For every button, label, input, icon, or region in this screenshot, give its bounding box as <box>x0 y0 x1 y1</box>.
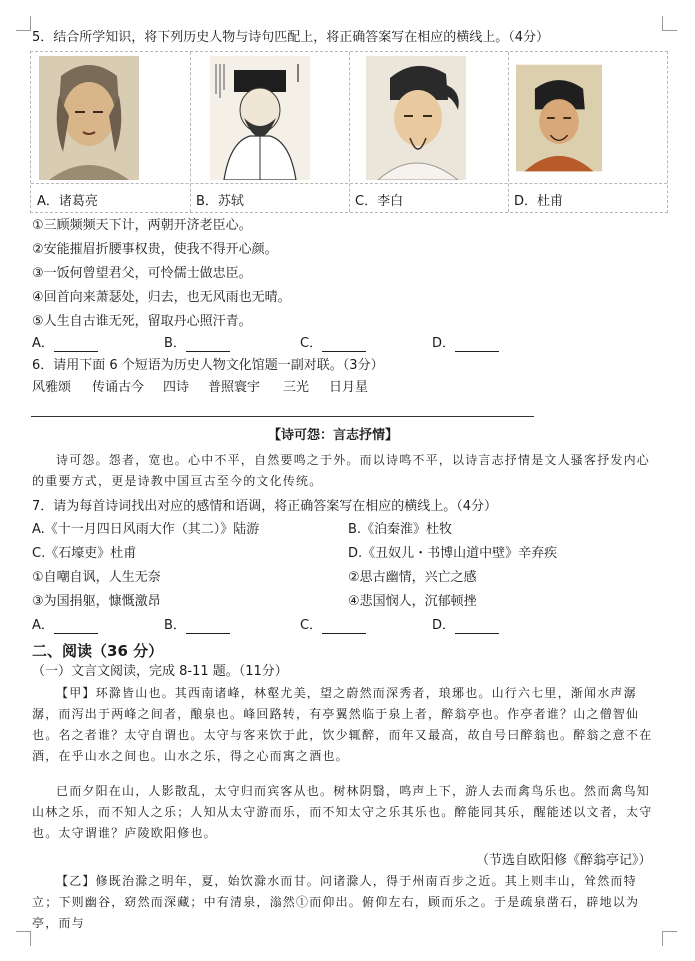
q5-line-4: ④回首向来萧瑟处，归去，也无风雨也无晴。 <box>32 290 291 305</box>
q7-poem-b: B.《泊秦淮》杜牧 <box>348 522 453 537</box>
passage-yi-paragraph-1: 【乙】修既治滁之明年，夏，始饮滁水而甘。问诸滁人，得于州南百步之近。其上则丰山，耸然而特立；下则幽谷，窈然而深藏；中有清泉，滃然①而仰出。俯仰左右，顾而乐之。于是疏泉凿石，辟地以为亭，而与 <box>32 874 640 930</box>
q5-answer-c[interactable]: C． <box>300 336 366 352</box>
crop-mark-bottom-right <box>662 931 677 946</box>
q6-phrase-3: 四诗 <box>163 380 190 395</box>
crop-mark-top-left <box>16 16 31 31</box>
passage-source: （节选自欧阳修《醉翁亭记》） <box>476 853 652 868</box>
q7-emotion-4: ④悲国悯人，沉郁顿挫 <box>348 594 477 609</box>
figure-cell-a <box>31 52 190 212</box>
q5-line-5: ⑤人生自古谁无死，留取丹心照汗青。 <box>32 314 252 329</box>
q5-title: 5．结合所学知识，将下列历史人物与诗句匹配上，将正确答案写在相应的横线上。（4分） <box>32 30 550 45</box>
portrait-li-bai-icon <box>357 56 475 180</box>
section-heading: 【诗可怨：言志抒情】 <box>268 428 399 443</box>
crop-mark-top-right <box>662 16 677 31</box>
q6-phrase-6: 日月星 <box>329 380 369 395</box>
intro-paragraph: 诗可怨。怨者，宽也。心中不平，自然要鸣之于外。而以诗鸣不平，以诗言志抒情是文人骚客抒发内心的重要方式，更是诗教中国亘古至今的文化传统。 <box>32 453 651 488</box>
figure-cell-c <box>349 52 508 212</box>
part2-subheading: （一）文言文阅读，完成 8-11 题。（11分） <box>32 664 288 679</box>
q7-emotion-2: ②思古幽情，兴亡之感 <box>348 570 477 585</box>
portrait-zhuge-liang-icon <box>39 56 139 180</box>
q6-phrase-4: 普照寰宇 <box>208 380 261 395</box>
q5-answer-d[interactable]: D． <box>432 336 499 352</box>
q5-line-2: ②安能摧眉折腰事权贵，使我不得开心颜。 <box>32 242 278 257</box>
part2-heading: 二、阅读（36 分） <box>32 642 164 660</box>
q7-poem-a: A.《十一月四日风雨大作（其二）》陆游 <box>32 522 260 537</box>
q5-line-1: ①三顾频频天下计，两朝开济老臣心。 <box>32 218 252 233</box>
figure-cell-b <box>190 52 349 212</box>
q6-phrase-5: 三光 <box>283 380 310 395</box>
q6-answer-line[interactable] <box>31 416 534 417</box>
q7-answer-b[interactable]: B． <box>164 618 230 634</box>
q7-emotion-1: ①自嘲自讽，人生无奈 <box>32 570 161 585</box>
q6-phrase-1: 风雅颂 <box>32 380 72 395</box>
figure-label-a: A．诸葛亮 <box>37 194 98 209</box>
q5-answer-a[interactable]: A． <box>32 336 98 352</box>
passage-jia-paragraph-2: 已而夕阳在山，人影散乱，太守归而宾客从也。树林阴翳，鸣声上下，游人去而禽鸟乐也。然而禽鸟知山林之乐，而不知人之乐；人知从太守游而乐，而不知太守之乐其乐也。醉能同其乐，醒能述以文者，太守也。太守谓谁？庐陵欧阳修也。 <box>32 784 653 840</box>
q7-answer-d[interactable]: D． <box>432 618 499 634</box>
q7-answer-c[interactable]: C． <box>300 618 366 634</box>
q5-line-3: ③一饭何曾望君父，可怜儒士做忠臣。 <box>32 266 252 281</box>
q7-title: 7．请为每首诗词找出对应的感情和语调，将正确答案写在相应的横线上。（4分） <box>32 499 498 514</box>
passage-jia-paragraph-1: 【甲】环滁皆山也。其西南诸峰，林壑尤美，望之蔚然而深秀者，琅琊也。山行六七里，渐闻水声潺潺，而泻出于两峰之间者，酿泉也。峰回路转，有亭翼然临于泉上者，醉翁亭也。作亭者谁？山之僧智仙也。名之者谁？太守自谓也。太守与客来饮于此，饮少辄醉，而年又最高，故自号曰醉翁也。醉翁之意不在酒，在乎山水之间也。山水之乐，得之心而寓之酒也。 <box>32 686 653 763</box>
figure-label-d: D．杜甫 <box>514 194 564 209</box>
q7-emotion-3: ③为国捐躯，慷慨激昂 <box>32 594 161 609</box>
figure-cell-d <box>508 52 667 212</box>
figure-label-c: C．李白 <box>355 194 404 209</box>
q7-poem-c: C.《石壕吏》杜甫 <box>32 546 137 561</box>
figure-label-b: B．苏轼 <box>196 194 244 209</box>
portrait-table <box>30 51 668 213</box>
q6-phrase-2: 传诵古今 <box>92 380 145 395</box>
q6-title: 6．请用下面 6 个短语为历史人物文化馆题一副对联。（3分） <box>32 358 384 373</box>
q7-answer-a[interactable]: A． <box>32 618 98 634</box>
portrait-du-fu-icon <box>516 56 602 180</box>
crop-mark-bottom-left <box>16 931 31 946</box>
q5-answer-b[interactable]: B． <box>164 336 230 352</box>
portrait-su-shi-icon <box>204 56 316 180</box>
q7-poem-d: D.《丑奴儿・书博山道中壁》辛弃疾 <box>348 546 558 561</box>
